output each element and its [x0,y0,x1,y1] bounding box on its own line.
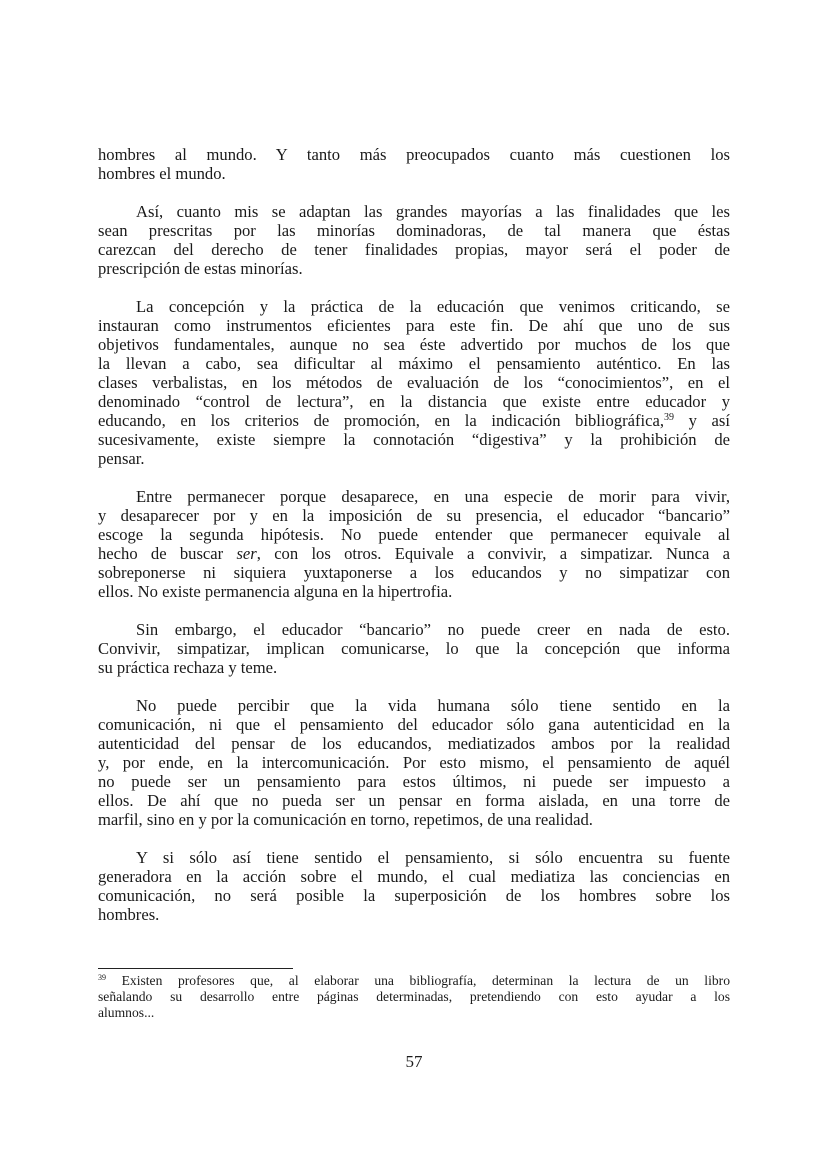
footnote-line: señalando su desarrollo entre páginas determinadas, pretendiendo con esto ayudar a los [98,989,730,1004]
italic-text: ser [236,544,257,563]
text-line: sean prescritas por las minorías dominadoras, de tal manera que éstas [98,221,730,240]
text-line: no puede ser un pensamiento para estos últimos, ni puede ser impuesto a [98,772,730,791]
text-line: marfil, sino en y por la comunicación en torno, repetimos, de una realidad. [98,810,593,829]
text-line: prescripción de estas minorías. [98,259,303,278]
text-line: Sin embargo, el educador “bancario” no puede creer en nada de esto. [136,620,730,639]
text-line: Así, cuanto mis se adaptan las grandes mayorías a las finalidades que les [136,202,730,221]
footnote-separator [98,968,293,969]
text-segment: hecho de buscar [98,544,237,563]
paragraph [98,848,730,924]
text-line [98,544,730,563]
footnote-number: 39 [98,973,106,982]
footnote-line: alumnos... [98,1005,155,1020]
text-line: ellos. No existe permanencia alguna en la hipertrofia. [98,582,453,601]
text-line: su práctica rechaza y teme. [98,658,278,677]
text-line: sucesivamente, existe siempre la connotación “digestiva” y la prohibición de [98,430,730,449]
text-line: denominado “control de lectura”, en la distancia que existe entre educador y [98,392,730,411]
footnote-line [98,973,730,989]
text-line: hombres al mundo. Y tanto más preocupados cuanto más cuestionen los [98,145,730,164]
text-line: generadora en la acción sobre el mundo, el cual mediatiza las conciencias en [98,867,730,886]
paragraph [98,297,730,468]
text-line: Entre permanecer porque desaparece, en una especie de morir para vivir, [136,487,730,506]
text-line: La concepción y la práctica de la educación que venimos criticando, se [136,297,730,316]
text-line: hombres el mundo. [98,164,226,183]
text-line: comunicación, ni que el pensamiento del educador sólo gana autenticidad en la [98,715,730,734]
text-segment: , con los otros. Equivale a convivir, a simpatizar. Nunca a [256,544,730,563]
text-line: escoge la segunda hipótesis. No puede entender que permanecer equivale al [98,525,730,544]
text-line: carezcan del derecho de tener finalidades propias, mayor será el poder de [98,240,730,259]
text-line: comunicación, no será posible la superposición de los hombres sobre los [98,886,730,905]
text-line: objetivos fundamentales, aunque no sea éste advertido por muchos de los que [98,335,730,354]
body-text [98,145,730,943]
text-line: Y si sólo así tiene sentido el pensamiento, si sólo encuentra su fuente [136,848,730,867]
page-number: 57 [405,1052,423,1071]
text-line: autenticidad del pensar de los educandos, mediatizados ambos por la realidad [98,734,730,753]
text-line: y desaparecer por y en la imposición de su presencia, el educador “bancario” [98,506,730,525]
text-line: y, por ende, en la intercomunicación. Por esto mismo, el pensamiento de aquél [98,753,730,772]
text-line: ellos. De ahí que no pueda ser un pensar en forma aislada, en una torre de [98,791,730,810]
footnote-text: Existen profesores que, al elaborar una bibliografía, determinan la lectura de un libro [106,973,730,988]
paragraph [98,487,730,601]
text-line [98,411,730,430]
text-line: pensar. [98,449,145,468]
text-segment: y así [674,411,730,430]
text-line: la llevan a cabo, sea dificultar al máximo el pensamiento auténtico. En las [98,354,730,373]
text-line: Convivir, simpatizar, implican comunicarse, lo que la concepción que informa [98,639,730,658]
footnote [98,973,730,1021]
paragraph [98,145,730,183]
text-segment: educando, en los criterios de promoción, en la indicación bibliográfica, [98,411,665,430]
paragraph [98,620,730,677]
text-line: sobreponerse ni siquiera yuxtaponerse a los educandos y no simpatizar con [98,563,730,582]
paragraph [98,202,730,278]
paragraph [98,696,730,829]
text-line: clases verbalistas, en los métodos de evaluación de los “conocimientos”, en el [98,373,730,392]
text-line: instauran como instrumentos eficientes para este fin. De ahí que uno de sus [98,316,730,335]
footnote-reference[interactable]: 39 [664,412,675,423]
text-line: No puede percibir que la vida humana sólo tiene sentido en la [136,696,730,715]
text-line: hombres. [98,905,160,924]
